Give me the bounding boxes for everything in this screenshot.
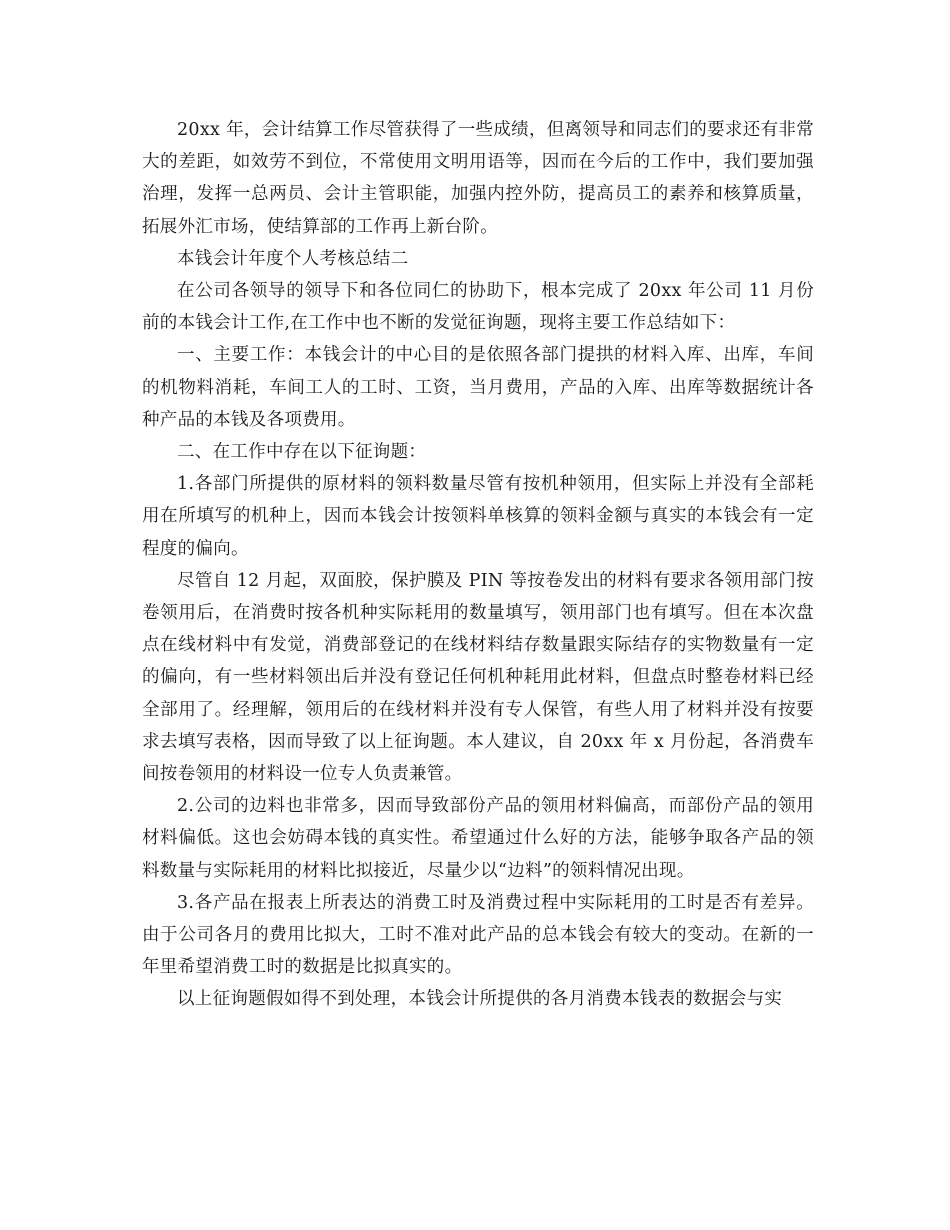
- paragraph-conclusion: 以上征询题假如得不到处理，本钱会计所提供的各月消费本钱表的数据会与实: [177, 989, 783, 1010]
- paragraph-intro: 在公司各领导的领导下和各位同仁的协助下，根本完成了 20xx 年公司 11 月份前的本钱会计工作,在工作中也不断的发觉征询题，现将主要工作总结如下：: [142, 281, 814, 334]
- paragraph-issue-1-detail: 尽管自 12 月起，双面胶，保护膜及 PIN 等按卷发出的材料有要求各领用部门按卷领用后，在消费时按各机种实际耗用的数量填写，领用部门也有填写。但在本次盘点在线材料中有发觉，消费部登记的在线材料结存数量跟实际结存的实物数量有一定的偏向，有一些材料领出后并没有登记任何机种耗用此材料，但盘点时整卷材料已经全部用了。经理解，领用后的在线材料并没有专人保管，有些人用了材料并没有按要求去填写表格，因而导致了以上征询题。本人建议，自 20xx 年 x 月份起，各消费车间按卷领用的材料设一位专人负责兼管。: [142, 570, 814, 785]
- paragraph-issue-1: 1.各部门所提供的原材料的领料数量尽管有按机种领用，但实际上并没有全部耗用在所填写的机种上，因而本钱会计按领料单核算的领料金额与真实的本钱会有一定程度的偏向。: [142, 474, 814, 559]
- paragraph-issue-2: 2.公司的边料也非常多，因而导致部份产品的领用材料偏高，而部份产品的领用材料偏低。这也会妨碍本钱的真实性。希望通过什么好的方法，能够争取各产品的领料数量与实际耗用的材料比拟接近，尽量少以“边料”的领料情况出现。: [142, 796, 814, 881]
- paragraph-main-work: 一、主要工作：本钱会计的中心目的是依照各部门提拱的材料入库、出库，车间的机物料消耗，车间工人的工时、工资，当月费用，产品的入库、出库等数据统计各种产品的本钱及各项费用。: [142, 345, 814, 430]
- paragraph-issue-3: 3.各产品在报表上所表达的消费工时及消费过程中实际耗用的工时是否有差异。由于公司各月的费用比拟大，工时不准对此产品的总本钱会有较大的变动。在新的一年里希望消费工时的数据是比拟真实的。: [142, 892, 814, 978]
- paragraph-issues-heading: 二、在工作中存在以下征询题：: [177, 442, 427, 463]
- paragraph-settlement-summary: 20xx 年，会计结算工作尽管获得了一些成绩，但离领导和同志们的要求还有非常大的差距，如效劳不到位，不常使用文明用语等，因而在今后的工作中，我们要加强治理，发挥一总两员、会计主管职能，加强内控外防，提高员工的素养和核算质量，拓展外汇市场，使结算部的工作再上新台阶。: [142, 120, 814, 237]
- section-heading: 本钱会计年度个人考核总结二: [177, 248, 409, 269]
- document-body: [142, 114, 814, 1016]
